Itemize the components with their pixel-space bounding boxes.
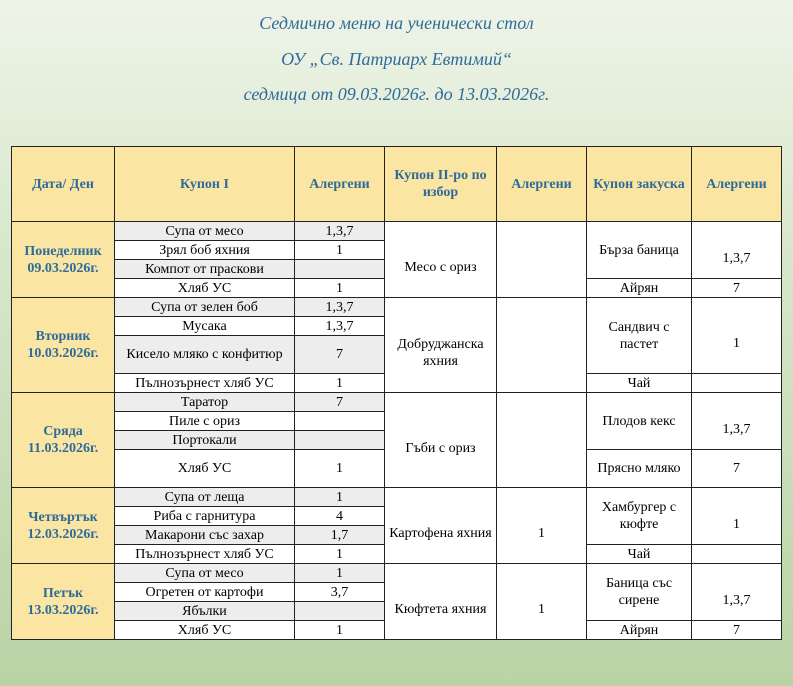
- snack2-item: Айрян: [587, 621, 692, 640]
- coupon1-allergens: 1: [295, 621, 385, 640]
- title-line-2: ОУ „Св. Патриарх Евтимий“: [281, 49, 512, 69]
- coupon1-item: Пълнозърнест хляб УС: [115, 545, 295, 564]
- coupon1-item: Огретен от картофи: [115, 583, 295, 602]
- coupon2-item: Гъби с ориз: [385, 393, 497, 488]
- coupon2-allergens: [497, 393, 587, 488]
- day-cell: [12, 298, 115, 393]
- header-day: Дата/ Ден: [12, 147, 115, 222]
- snack2-item: Чай: [587, 545, 692, 564]
- coupon1-item: Макарони със захар: [115, 526, 295, 545]
- coupon1-allergens: 1,3,7: [295, 222, 385, 241]
- snack2-allergens: 7: [692, 450, 782, 488]
- table-row: [12, 222, 782, 241]
- title-line-3: седмица от 09.03.2026г. до 13.03.2026г.: [243, 84, 550, 104]
- coupon1-allergens: 1: [295, 279, 385, 298]
- coupon1-item: Портокали: [115, 431, 295, 450]
- day-name: Петък: [42, 585, 84, 601]
- coupon1-allergens: 1: [295, 488, 385, 507]
- coupon1-allergens: 1: [295, 374, 385, 393]
- coupon1-item: Таратор: [115, 393, 295, 412]
- coupon2-item: Картофена яхния: [385, 488, 497, 564]
- coupon1-allergens: [295, 260, 385, 279]
- day-cell: [12, 222, 115, 298]
- day-date: 09.03.2026г.: [27, 260, 99, 276]
- coupon1-item: Ябълки: [115, 602, 295, 621]
- table-row: [12, 564, 782, 583]
- coupon1-allergens: 1,7: [295, 526, 385, 545]
- day-date: 12.03.2026г.: [27, 526, 99, 542]
- menu-table: [11, 146, 782, 640]
- day-cell: [12, 564, 115, 640]
- coupon2-allergens: 1: [497, 488, 587, 564]
- snack2-allergens: [692, 374, 782, 393]
- header-coupon2: Купон II-ро по избор: [385, 147, 497, 222]
- header-allergens1: Алергени: [295, 147, 385, 222]
- day-name: Четвъртък: [28, 509, 98, 525]
- coupon1-item: Компот от праскови: [115, 260, 295, 279]
- snack-allergens: 1: [692, 298, 782, 374]
- coupon1-item: Супа от леща: [115, 488, 295, 507]
- coupon1-allergens: 3,7: [295, 583, 385, 602]
- snack-allergens: 1: [692, 488, 782, 545]
- coupon1-item: Супа от месо: [115, 222, 295, 241]
- day-date: 10.03.2026г.: [27, 346, 99, 361]
- day-name: Сряда: [43, 424, 83, 439]
- coupon1-item: Супа от зелен боб: [115, 298, 295, 317]
- day-date: 13.03.2026г.: [27, 602, 99, 618]
- snack-item: Бърза баница: [587, 222, 692, 279]
- day-cell: [12, 488, 115, 564]
- snack2-item: Айрян: [587, 279, 692, 298]
- coupon1-item: Хляб УС: [115, 450, 295, 488]
- table-row: [12, 393, 782, 412]
- snack-allergens: 1,3,7: [692, 564, 782, 621]
- coupon1-allergens: 1,3,7: [295, 317, 385, 336]
- coupon2-allergens: 1: [497, 564, 587, 640]
- header-row: [12, 147, 782, 222]
- snack-item: Баница със сирене: [587, 564, 692, 621]
- coupon1-item: Риба с гарнитура: [115, 507, 295, 526]
- coupon1-item: Пълнозърнест хляб УС: [115, 374, 295, 393]
- header-coupon1: Купон I: [115, 147, 295, 222]
- coupon2-item: Месо с ориз: [385, 222, 497, 298]
- coupon2-allergens: [497, 222, 587, 298]
- menu-body: [12, 222, 782, 640]
- title-line-1: Седмично меню на ученически стол: [259, 13, 534, 33]
- snack-item: Хамбургер с кюфте: [587, 488, 692, 545]
- coupon1-allergens: [295, 412, 385, 431]
- coupon2-item: Добруджанска яхния: [385, 298, 497, 393]
- coupon1-allergens: 1,3,7: [295, 298, 385, 317]
- day-name: Понеделник: [24, 243, 102, 259]
- header-allergens3: Алергени: [692, 147, 782, 222]
- table-row: [12, 298, 782, 317]
- coupon1-item: Кисело мляко с конфитюр: [115, 336, 295, 374]
- header-snack: Купон закуска: [587, 147, 692, 222]
- coupon1-allergens: 1: [295, 241, 385, 260]
- coupon1-allergens: 1: [295, 450, 385, 488]
- coupon1-allergens: 1: [295, 564, 385, 583]
- coupon2-item: Кюфтета яхния: [385, 564, 497, 640]
- coupon1-item: Хляб УС: [115, 621, 295, 640]
- coupon1-item: Зрял боб яхния: [115, 241, 295, 260]
- coupon1-allergens: 7: [295, 336, 385, 374]
- day-cell: [12, 393, 115, 488]
- snack2-allergens: [692, 545, 782, 564]
- snack-allergens: 1,3,7: [692, 393, 782, 450]
- snack-item: Сандвич с пастет: [587, 298, 692, 374]
- snack-allergens: 1,3,7: [692, 222, 782, 279]
- coupon1-allergens: [295, 431, 385, 450]
- coupon1-item: Хляб УС: [115, 279, 295, 298]
- snack-item: Плодов кекс: [587, 393, 692, 450]
- coupon1-item: Супа от месо: [115, 564, 295, 583]
- coupon1-item: Мусака: [115, 317, 295, 336]
- snack2-item: Чай: [587, 374, 692, 393]
- coupon1-allergens: 4: [295, 507, 385, 526]
- coupon1-allergens: 7: [295, 393, 385, 412]
- snack2-item: Прясно мляко: [587, 450, 692, 488]
- day-name: Вторник: [35, 329, 91, 344]
- coupon1-allergens: 1: [295, 545, 385, 564]
- header-allergens2: Алергени: [497, 147, 587, 222]
- coupon1-allergens: [295, 602, 385, 621]
- coupon1-item: Пиле с ориз: [115, 412, 295, 431]
- snack2-allergens: 7: [692, 621, 782, 640]
- table-row: [12, 488, 782, 507]
- coupon2-allergens: [497, 298, 587, 393]
- day-date: 11.03.2026г.: [27, 441, 99, 456]
- snack2-allergens: 7: [692, 279, 782, 298]
